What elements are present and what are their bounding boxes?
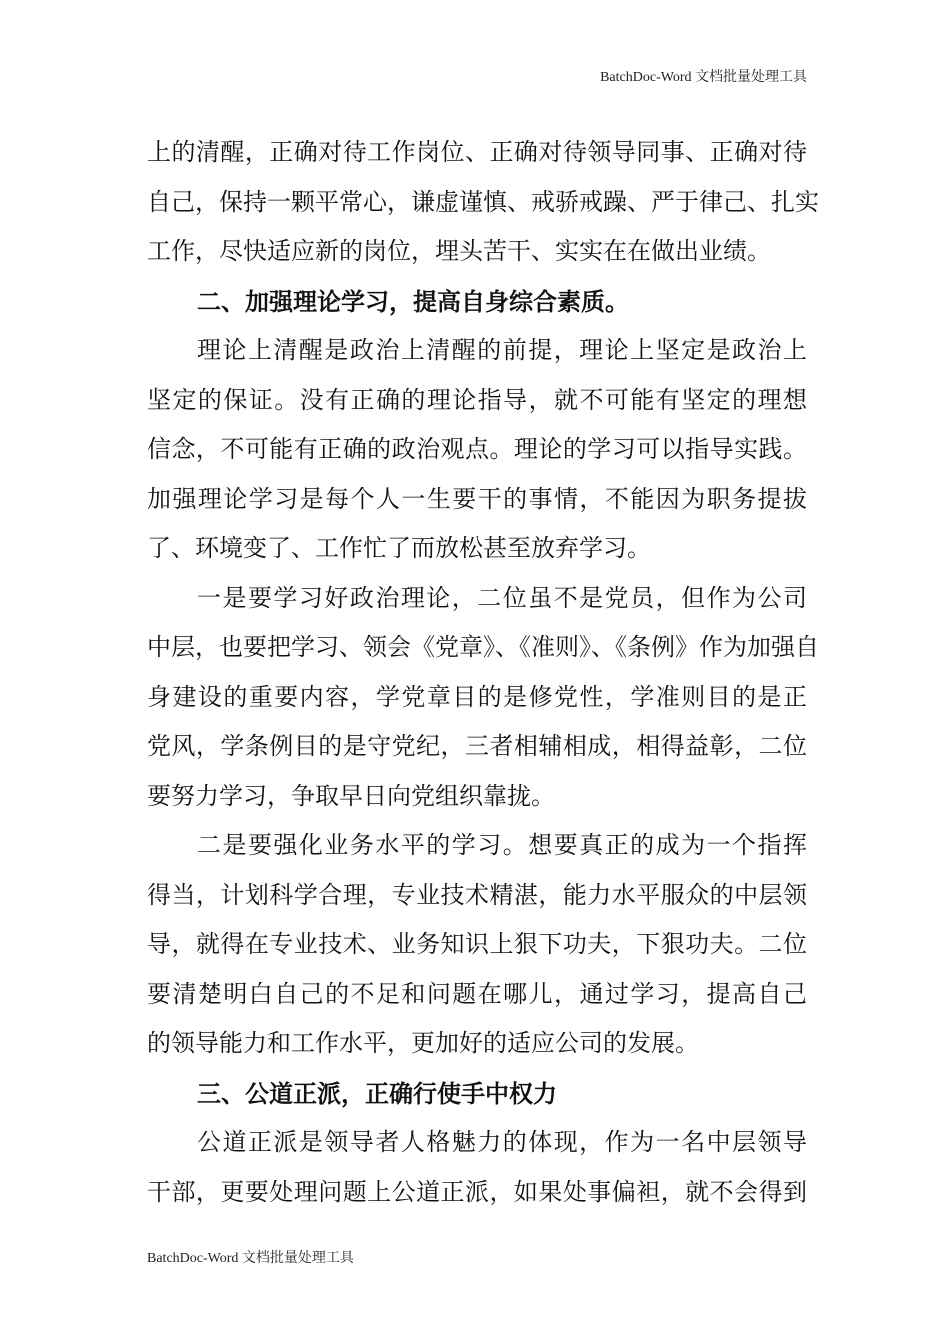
body-line: 身建设的重要内容，学党章目的是修党性，学准则目的是正 — [147, 682, 807, 711]
body-line: 了、环境变了、工作忙了而放松甚至放弃学习。 — [147, 534, 651, 562]
body-line: 要努力学习，争取早日向党组织靠拢。 — [147, 781, 555, 810]
body-line: 上的清醒，正确对待工作岗位、正确对待领导同事、正确对待 — [147, 138, 807, 166]
body-line: 要清楚明白自己的不足和问题在哪儿，通过学习，提高自己 — [147, 979, 807, 1008]
body-line: 党风，学条例目的是守党纪，三者相辅相成，相得益彰，二位 — [147, 732, 807, 760]
body-line: 得当，计划科学合理，专业技术精湛，能力水平服众的中层领 — [147, 880, 807, 909]
body-line: 自己，保持一颗平常心，谦虚谨慎、戒骄戒躁、严于律己、扎实 — [147, 187, 819, 216]
body-line: 导，就得在专业技术、业务知识上狠下功夫，下狠功夫。二位 — [147, 930, 807, 958]
body-line: 干部，更要处理问题上公道正派，如果处事偏袒，就不会得到 — [147, 1177, 807, 1206]
section-heading: 三、公道正派，正确行使手中权力 — [197, 1078, 557, 1108]
section-heading: 二、加强理论学习，提高自身综合素质。 — [197, 286, 629, 316]
body-line: 公道正派是领导者人格魅力的体现，作为一名中层领导 — [197, 1128, 807, 1156]
body-line: 加强理论学习是每个人一生要干的事情，不能因为职务提拔 — [147, 484, 807, 513]
body-line: 二是要强化业务水平的学习。想要真正的成为一个指挥 — [197, 831, 807, 859]
body-line: 一是要学习好政治理论，二位虽不是党员，但作为公司 — [197, 583, 807, 612]
body-line: 工作，尽快适应新的岗位，埋头苦干、实实在在做出业绩。 — [147, 237, 771, 265]
body-line: 中层，也要把学习、领会《党章》、《准则》、《条例》作为加强自 — [147, 633, 819, 661]
body-line: 理论上清醒是政治上清醒的前提，理论上坚定是政治上 — [197, 336, 807, 364]
body-line: 信念，不可能有正确的政治观点。理论的学习可以指导实践。 — [147, 435, 807, 463]
page-header: BatchDoc-Word 文档批量处理工具 — [600, 70, 807, 85]
document-body — [147, 128, 819, 1217]
page-footer: BatchDoc-Word 文档批量处理工具 — [147, 1251, 354, 1266]
body-line: 坚定的保证。没有正确的理论指导，就不可能有坚定的理想 — [147, 385, 807, 414]
body-line: 的领导能力和工作水平，更加好的适应公司的发展。 — [147, 1029, 699, 1057]
